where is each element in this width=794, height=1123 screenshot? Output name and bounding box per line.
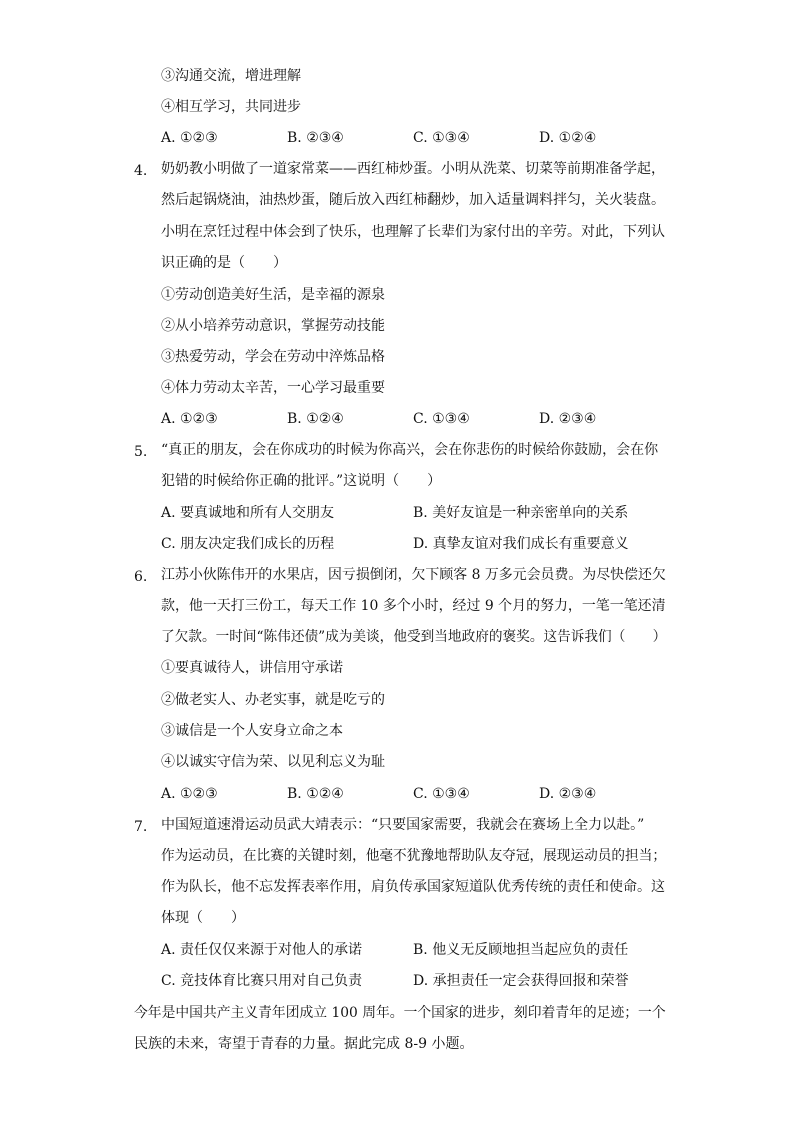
q6-item-2: ②做老实人、办老实事，就是吃亏的 — [161, 692, 385, 708]
q5-stem-line-2: 犯错的时候给你正确的批评。”这说明（ ） — [161, 473, 442, 489]
q6-option-a: A. ①②③ — [161, 786, 218, 802]
q3-option-c: C. ①③④ — [413, 130, 470, 146]
q6-stem-line-3: 了欠款。一时间“陈伟还债”成为美谈，他受到当地政府的褒奖。这告诉我们（ ） — [161, 629, 667, 645]
q6-option-d: D. ②③④ — [539, 786, 597, 802]
q6-item-4: ④以诚实守信为荣、以见利忘义为耻 — [161, 754, 385, 770]
q4-item-1: ①劳动创造美好生活，是幸福的源泉 — [161, 287, 385, 303]
q6-item-3: ③诚信是一个人安身立命之本 — [161, 723, 343, 739]
q4-option-d: D. ②③④ — [539, 411, 597, 427]
q4-item-4: ④体力劳动太辛苦，一心学习最重要 — [161, 380, 385, 396]
q7-option-b: B. 他义无反顾地担当起应负的责任 — [413, 942, 629, 958]
q6-number: 6. — [134, 569, 148, 585]
q3-option-b: B. ②③④ — [287, 130, 344, 146]
q3-item-3: ③沟通交流，增进理解 — [161, 68, 301, 84]
q5-number: 5. — [134, 444, 148, 460]
q7-number: 7. — [134, 819, 148, 835]
q6-item-1: ①要真诚待人，讲信用守承诺 — [161, 660, 343, 676]
q4-stem-line-3: 小明在烹饪过程中体会到了快乐，也理解了长辈们为家付出的辛劳。对此，下列认 — [161, 224, 665, 240]
q3-option-d: D. ①②④ — [539, 130, 597, 146]
q4-number: 4. — [134, 163, 148, 179]
q4-item-2: ②从小培养劳动意识，掌握劳动技能 — [161, 318, 385, 334]
q3-option-a: A. ①②③ — [161, 130, 218, 146]
q4-item-3: ③热爱劳动，学会在劳动中淬炼品格 — [161, 349, 385, 365]
q4-option-b: B. ①②④ — [287, 411, 344, 427]
q5-option-a: A. 要真诚地和所有人交朋友 — [161, 505, 335, 521]
q5-option-d: D. 真挚友谊对我们成长有重要意义 — [413, 536, 629, 552]
q6-option-b: B. ①②④ — [287, 786, 344, 802]
q4-option-a: A. ①②③ — [161, 411, 218, 427]
q7-option-d: D. 承担责任一定会获得回报和荣誉 — [413, 973, 629, 989]
q4-option-c: C. ①③④ — [413, 411, 470, 427]
q4-stem-line-2: 然后起锅烧油，油热炒蛋，随后放入西红柿翻炒，加入适量调料拌匀，关火装盘。 — [161, 192, 665, 208]
q4-stem-line-4: 识正确的是（ ） — [161, 255, 287, 271]
q7-stem-line-4: 体现（ ） — [161, 910, 245, 926]
q5-stem-line-1: “真正的朋友，会在你成功的时候为你高兴，会在你悲伤的时候给你鼓励，会在你 — [161, 442, 659, 458]
q7-option-a: A. 责任仅仅来源于对他人的承诺 — [161, 942, 363, 958]
q7-stem-line-1: 中国短道速滑运动员武大靖表示：“只要国家需要，我就会在赛场上全力以赴。” — [161, 817, 645, 833]
q3-item-4: ④相互学习，共同进步 — [161, 99, 301, 115]
q7-option-c: C. 竞技体育比赛只用对自己负责 — [161, 973, 363, 989]
q4-stem-line-1: 奶奶教小明做了一道家常菜——西红柿炒蛋。小明从洗菜、切菜等前期准备学起， — [161, 161, 665, 177]
q5-option-b: B. 美好友谊是一种亲密单向的关系 — [413, 505, 629, 521]
passage-line-2: 民族的未来，寄望于青春的力量。据此完成 8-9 小题。 — [134, 1036, 474, 1052]
q5-option-c: C. 朋友决定我们成长的历程 — [161, 536, 335, 552]
q6-option-c: C. ①③④ — [413, 786, 470, 802]
passage-line-1: 今年是中国共产主义青年团成立 100 周年。一个国家的进步，刻印着青年的足迹；一个 — [134, 1005, 666, 1021]
q6-stem-line-1: 江苏小伙陈伟开的水果店，因亏损倒闭，欠下顾客 8 万多元会员费。为尽快偿还欠 — [161, 567, 666, 583]
q7-stem-line-3: 作为队长，他不忘发挥表率作用，肩负传承国家短道队优秀传统的责任和使命。这 — [161, 879, 665, 895]
q6-stem-line-2: 款，他一天打三份工，每天工作 10 多个小时，经过 9 个月的努力，一笔一笔还清 — [161, 598, 666, 614]
q7-stem-line-2: 作为运动员，在比赛的关键时刻，他毫不犹豫地帮助队友夺冠，展现运动员的担当； — [161, 848, 666, 864]
